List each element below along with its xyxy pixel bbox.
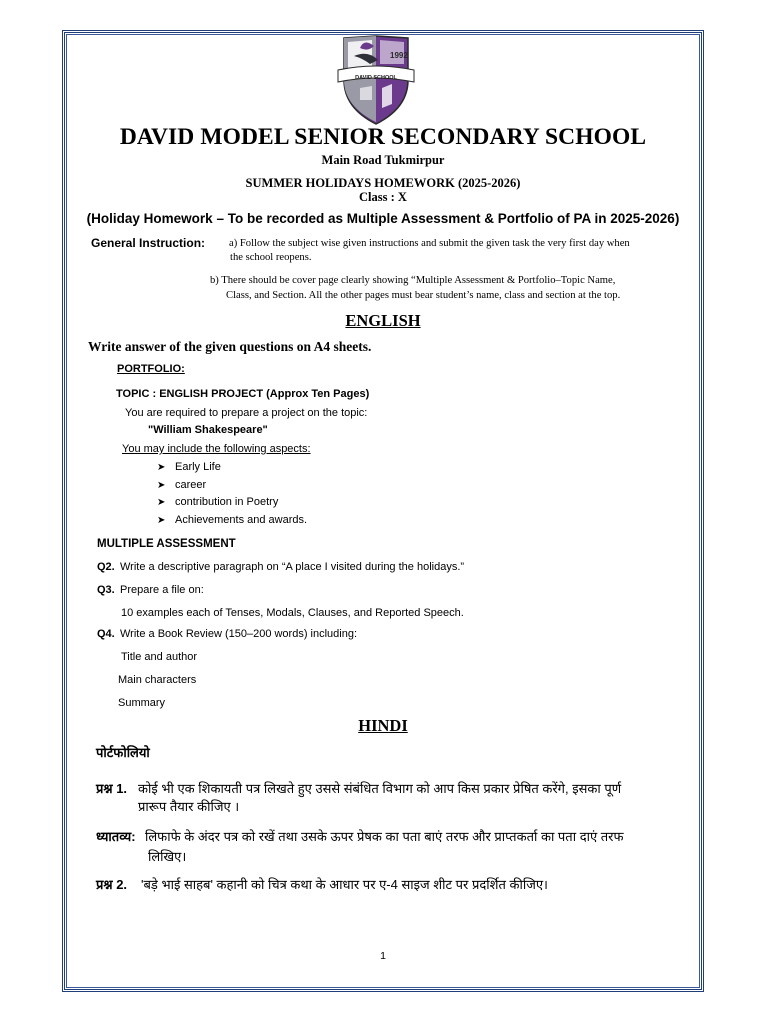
- general-instruction-label: General Instruction:: [91, 236, 206, 250]
- multiple-assessment-label: MULTIPLE ASSESSMENT: [97, 538, 236, 550]
- q4-item: Main characters: [118, 674, 197, 686]
- q4-item: Summary: [118, 697, 166, 709]
- instruction-b-line2: Class, and Section. All the other pages must bear student’s name, class and section at the top.: [226, 290, 621, 301]
- hindi-note-label: ध्यातव्य:: [96, 829, 136, 844]
- crest-banner-text: DAVID SCHOOL: [355, 75, 397, 81]
- portfolio-label: PORTFOLIO:: [117, 363, 185, 375]
- bullet-arrow-icon: ➤: [157, 497, 166, 508]
- bullet-arrow-icon: ➤: [157, 480, 166, 491]
- school-address: Main Road Tukmirpur: [321, 153, 445, 167]
- aspects-label: You may include the following aspects:: [122, 443, 311, 455]
- english-heading: ENGLISH: [345, 311, 421, 330]
- hindi-portfolio-label: पोर्टफोलियो: [96, 745, 150, 760]
- hindi-heading: HINDI: [358, 716, 408, 735]
- hindi-q1-number: प्रश्न 1.: [96, 781, 128, 796]
- project-text: You are required to prepare a project on the topic:: [125, 407, 368, 419]
- q3-number: Q3.: [97, 584, 115, 596]
- school-name: DAVID MODEL SENIOR SECONDARY SCHOOL: [119, 124, 647, 150]
- project-topic: "William Shakespeare": [148, 424, 268, 436]
- bullet-arrow-icon: ➤: [157, 462, 166, 473]
- school-crest-logo: [334, 34, 418, 126]
- instruction-b-line1: b) There should be cover page clearly showing “Multiple Assessment & Portfolio–Topic Name,: [210, 275, 616, 286]
- hindi-note-line2: लिखिए।: [148, 849, 187, 864]
- crest-year: 1992: [390, 51, 408, 60]
- english-intro: Write answer of the given questions on A4 sheets.: [88, 339, 372, 354]
- hindi-q1-line2: प्रारूप तैयार कीजिए ।: [138, 799, 240, 814]
- holiday-note: (Holiday Homework – To be recorded as Multiple Assessment & Portfolio of PA in 2025-2026): [86, 211, 680, 226]
- english-topic: TOPIC : ENGLISH PROJECT (Approx Ten Pages): [116, 388, 370, 400]
- bullet-arrow-icon: ➤: [157, 515, 166, 526]
- q4-item: Title and author: [121, 651, 198, 663]
- instruction-a-line2: the school reopens.: [230, 252, 312, 263]
- hindi-q2-number: प्रश्न 2.: [96, 877, 128, 892]
- hindi-q2-text: 'बड़े भाई साहब' कहानी को चित्र कथा के आधार पर ए-4 साइज शीट पर प्रदर्शित कीजिए।: [141, 877, 548, 892]
- class-label: Class : X: [359, 190, 407, 204]
- q4-text: Write a Book Review (150–200 words) including:: [120, 628, 358, 640]
- q3-detail: 10 examples each of Tenses, Modals, Clauses, and Reported Speech.: [121, 607, 464, 619]
- q2-number: Q2.: [97, 561, 115, 573]
- hindi-q1-line1: कोई भी एक शिकायती पत्र लिखते हुए उससे संबंधित विभाग को आप किस प्रकार प्रेषित करेंगे, इसका पूर्ण: [138, 781, 622, 796]
- homework-title: SUMMER HOLIDAYS HOMEWORK (2025-2026): [245, 176, 521, 190]
- q4-number: Q4.: [97, 628, 115, 640]
- q3-text: Prepare a file on:: [120, 584, 204, 596]
- aspect-item: Achievements and awards.: [175, 514, 308, 526]
- q2-text: Write a descriptive paragraph on “A place I visited during the holidays.”: [120, 561, 465, 573]
- aspect-item: contribution in Poetry: [175, 496, 279, 508]
- page-number: 1: [380, 950, 386, 962]
- aspect-item: Early Life: [175, 461, 221, 473]
- hindi-note-line1: लिफाफे के अंदर पत्र को रखें तथा उसके ऊपर प्रेषक का पता बाएं तरफ और प्राप्तकर्ता का पता दाएं तरफ: [145, 829, 624, 844]
- aspect-item: career: [175, 479, 207, 491]
- instruction-a-line1: a) Follow the subject wise given instructions and submit the given task the very first day when: [229, 238, 630, 249]
